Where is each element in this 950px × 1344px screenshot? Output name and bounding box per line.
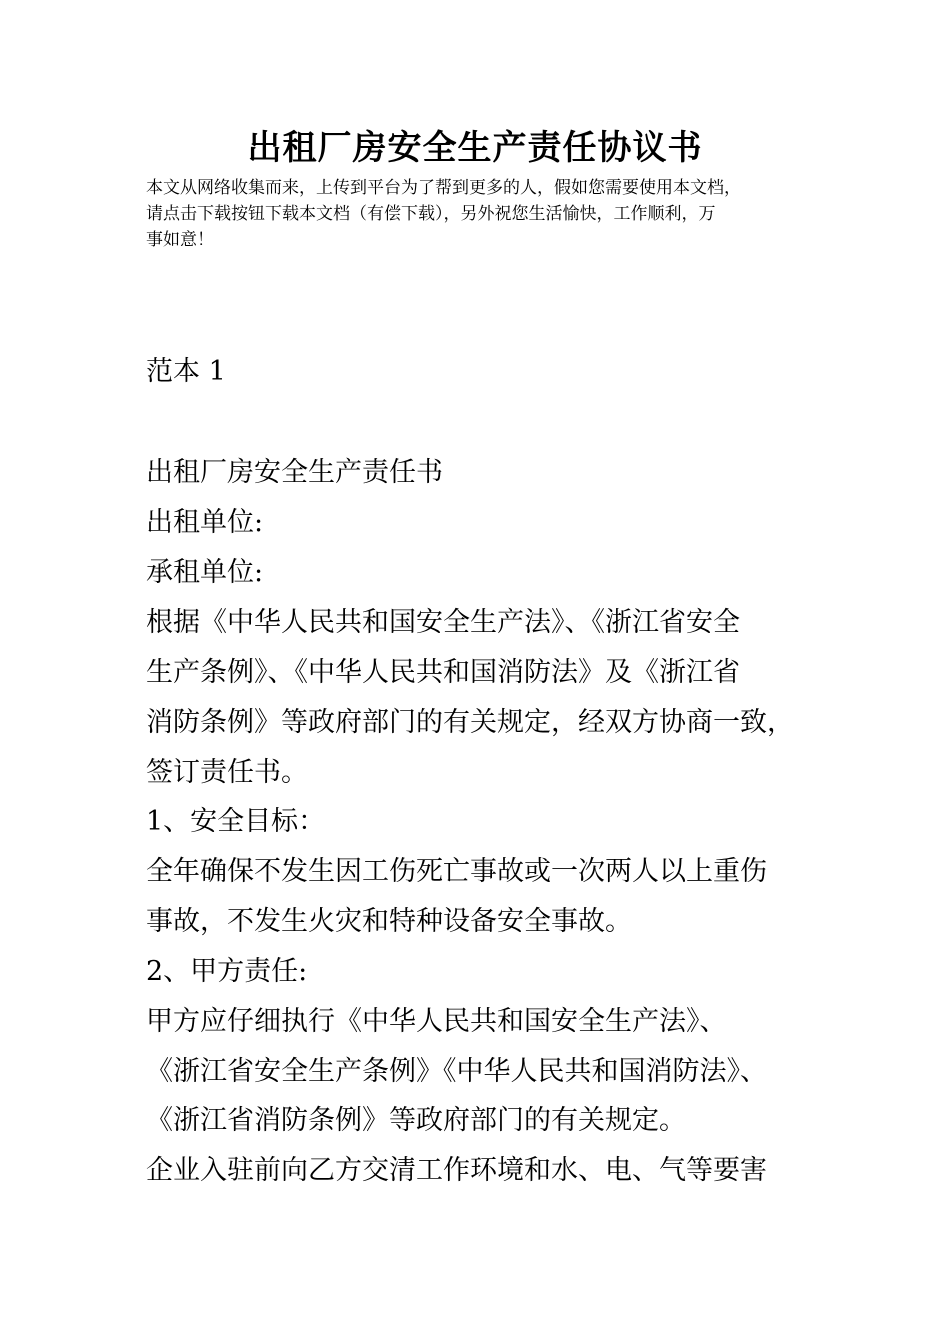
body-line: 甲方应仔细执行《中华人民共和国安全生产法》、 [146, 1006, 727, 1037]
body-line: 《浙江省安全生产条例》《中华人民共和国消防法》、 [146, 1056, 767, 1087]
body-line: 根据《中华人民共和国安全生产法》、《浙江省安全 [146, 607, 740, 638]
body-line: 出租厂房安全生产责任书 [146, 457, 443, 488]
body-line: 签订责任书。 [146, 757, 308, 788]
intro-paragraph [146, 175, 826, 253]
intro-line: 本文从网络收集而来，上传到平台为了帮到更多的人，假如您需要使用本文档， [146, 178, 741, 198]
body-line: 承租单位: [146, 557, 264, 588]
body-line: 全年确保不发生因工伤死亡事故或一次两人以上重伤 [146, 856, 767, 887]
body-line: 2、甲方责任: [146, 956, 308, 987]
body-line: 企业入驻前向乙方交清工作环境和水、电、气等要害 [146, 1155, 767, 1186]
body-line: 事故，不发生火灾和特种设备安全事故。 [146, 906, 632, 937]
body-line: 出租单位: [146, 507, 264, 538]
document-title: 出租厂房安全生产责任协议书 [247, 128, 703, 168]
body-line: 1、安全目标： [146, 806, 326, 837]
template-label: 范本 1 [146, 356, 226, 387]
body-line: 消防条例》等政府部门的有关规定，经双方协商一致， [146, 707, 794, 738]
body-line: 《浙江省消防条例》等政府部门的有关规定。 [146, 1105, 686, 1136]
intro-line: 请点击下载按钮下载本文档（有偿下载），另外祝您生活愉快，工作顺利，万 [146, 204, 716, 224]
body-line: 生产条例》、《中华人民共和国消防法》及《浙江省 [146, 657, 740, 688]
intro-line: 事如意！ [146, 230, 214, 250]
